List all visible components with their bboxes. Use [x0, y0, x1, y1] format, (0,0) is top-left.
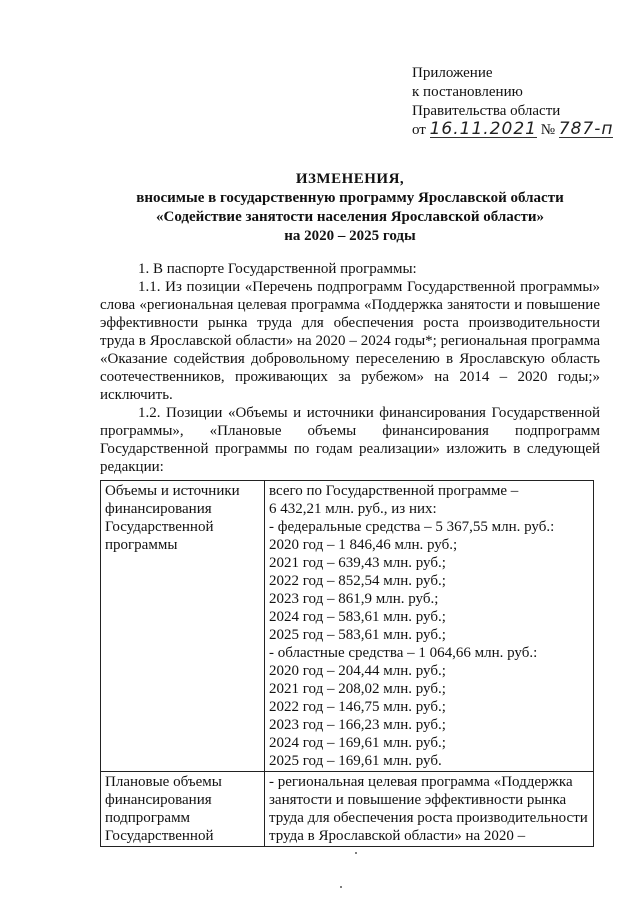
- handwritten-number: 787-п: [558, 119, 614, 139]
- document-title: [100, 170, 600, 246]
- table-value-line: 2021 год – 208,02 млн. руб.;: [269, 681, 446, 697]
- table-value-line: 2024 год – 169,61 млн. руб.;: [269, 735, 446, 751]
- paragraph-1: 1. В паспорте Государственной программы:: [138, 261, 417, 277]
- title-line-2: вносимые в государственную программу Ярославской области: [136, 190, 564, 206]
- appendix-line-2: к постановлению: [412, 84, 523, 100]
- appendix-line-1: Приложение: [412, 65, 493, 81]
- number-prefix: №: [540, 122, 556, 138]
- table-cell-label: Объемы и источники финансирования Государственной программы: [101, 481, 265, 772]
- table-cell-values: [265, 772, 594, 847]
- table-row: [101, 772, 594, 847]
- table-cell-values: [265, 481, 594, 772]
- table-row: [101, 481, 594, 772]
- title-line-4: на 2020 – 2025 годы: [284, 228, 416, 244]
- table-value-line: 2022 год – 852,54 млн. руб.;: [269, 573, 446, 589]
- table-value-line: 2022 год – 146,75 млн. руб.;: [269, 699, 446, 715]
- table-value-line: всего по Государственной программе –: [269, 483, 519, 499]
- title-line-1: ИЗМЕНЕНИЯ,: [295, 171, 405, 187]
- table-value-line: 2021 год – 639,43 млн. руб.;: [269, 555, 446, 571]
- appendix-block: [412, 64, 622, 140]
- table-value-line: 2020 год – 204,44 млн. руб.;: [269, 663, 446, 679]
- paragraph-1-1: 1.1. Из позиции «Перечень подпрограмм Государственной программы» слова «региональная целевая программа «Поддержка занятости и повышение эффективности рынка труда для обеспечения роста производительности труда в Ярославской области» на 2020 – 2024 годы*; региональная программа «Оказание содействия добровольному переселению в Ярославскую область соотечественников, проживающих за рубежом» на 2014 – 2020 годы;» исключить.: [100, 279, 600, 403]
- financing-table: [100, 480, 594, 847]
- table-value-line: 2020 год – 1 846,46 млн. руб.;: [269, 537, 458, 553]
- appendix-date-row: [412, 121, 622, 140]
- table-value-line: 2025 год – 169,61 млн. руб.: [269, 753, 442, 769]
- date-prefix: от: [412, 122, 426, 138]
- document-body: [100, 260, 600, 476]
- scan-speck: [340, 886, 342, 888]
- table-value-line: труда для обеспечения роста производительности: [269, 810, 588, 826]
- table-value-line: 2023 год – 861,9 млн. руб.;: [269, 591, 439, 607]
- table-value-line: 6 432,21 млн. руб., из них:: [269, 501, 437, 517]
- handwritten-date: 16.11.2021: [429, 119, 537, 139]
- table-value-line: занятости и повышение эффективности рынка: [269, 792, 567, 808]
- table-value-line: труда в Ярославской области» на 2020 –: [269, 828, 526, 844]
- paragraph-1-2: 1.2. Позиции «Объемы и источники финансирования Государственной программы», «Плановые объемы финансирования подпрограмм Государственной программы по годам реализации» изложить в следующей редакции:: [100, 405, 600, 475]
- table-value-line: 2025 год – 583,61 млн. руб.;: [269, 627, 446, 643]
- appendix-line-3: Правительства области: [412, 103, 561, 119]
- table-value-line: - федеральные средства – 5 367,55 млн. руб.:: [269, 519, 555, 535]
- table-value-line: - областные средства – 1 064,66 млн. руб.:: [269, 645, 538, 661]
- table-value-line: 2024 год – 583,61 млн. руб.;: [269, 609, 446, 625]
- table-value-line: - региональная целевая программа «Поддержка: [269, 774, 573, 790]
- table-cell-label: Плановые объемы финансирования подпрограмм Государственной: [101, 772, 265, 847]
- scan-speck: [355, 852, 357, 854]
- title-line-3: «Содействие занятости населения Ярославской области»: [156, 209, 544, 225]
- table-value-line: 2023 год – 166,23 млн. руб.;: [269, 717, 446, 733]
